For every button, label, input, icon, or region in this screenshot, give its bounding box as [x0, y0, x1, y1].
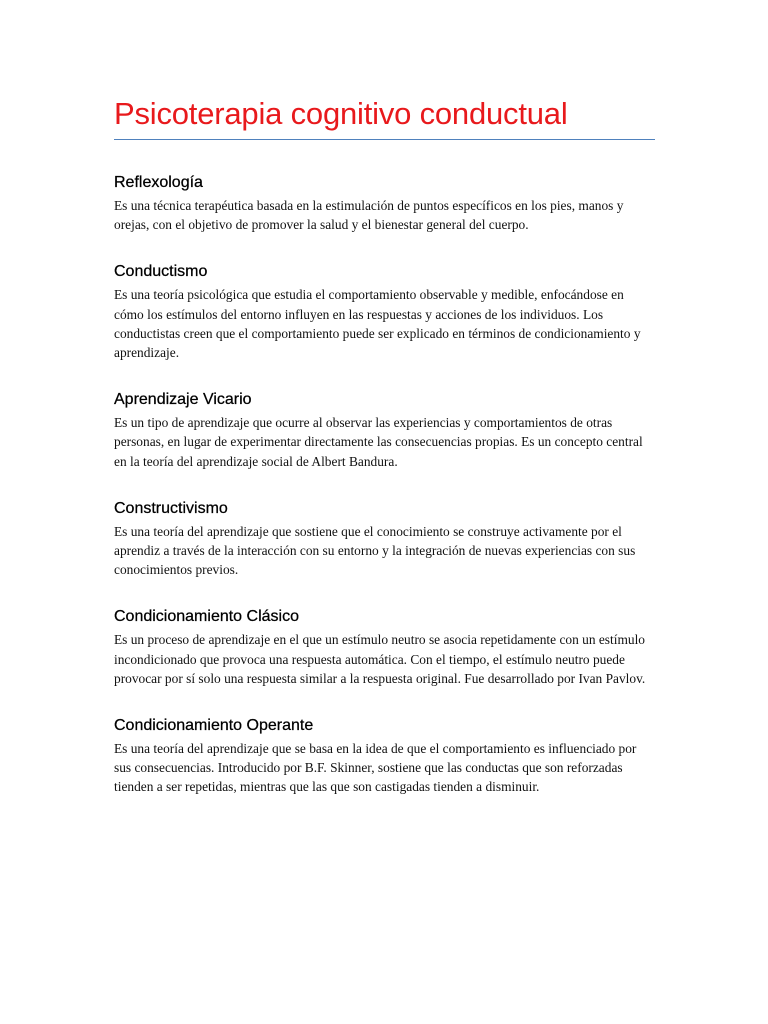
document-title: Psicoterapia cognitivo conductual	[114, 96, 568, 131]
section-body: Es un proceso de aprendizaje en el que un estímulo neutro se asocia repetidamente con un estímulo incondicionado que provoca una respuesta automática. Con el tiempo, el estímulo neutro puede provocar por sí solo una respuesta similar a la respuesta original. Fue desarrollado por Ivan Pavlov.	[114, 632, 646, 686]
section-heading: Aprendizaje Vicario	[114, 391, 252, 409]
section-body: Es una teoría del aprendizaje que se basa en la idea de que el comportamiento es influenciado por sus consecuencias. Introducido por B.F. Skinner, sostiene que las conductas que son reforzadas tienden a ser repetidas, mientras que las que son castigadas tienden a disminuir.	[114, 741, 637, 795]
section-heading: Reflexología	[114, 174, 203, 191]
section-constructivismo	[114, 499, 655, 580]
section-reflexologia	[114, 173, 655, 234]
section-body: Es una técnica terapéutica basada en la estimulación de puntos específicos en los pies, manos y orejas, con el objetivo de promover la salud y el bienestar general del cuerpo.	[114, 198, 624, 233]
section-condicionamiento-clasico	[114, 607, 655, 688]
section-heading: Conductismo	[114, 263, 208, 281]
section-body: Es una teoría del aprendizaje que sostiene que el conocimiento se construye activamente por el aprendiz a través de la interacción con su entorno y la integración de nuevas experiencias con sus conocimientos previos.	[114, 523, 636, 578]
section-conductismo	[114, 262, 655, 362]
section-heading: Condicionamiento Operante	[114, 717, 314, 735]
document-page	[114, 92, 655, 797]
section-body: Es una teoría psicológica que estudia el comportamiento observable y medible, enfocándose en cómo los estímulos del entorno influyen en las respuestas y acciones de los individuos. Los conductistas creen que el comportamiento puede ser explicado en términos de condicionamiento y aprendizaje.	[114, 287, 641, 361]
section-condicionamiento-operante	[114, 716, 655, 797]
title-underline	[114, 139, 655, 140]
section-aprendizaje-vicario	[114, 390, 655, 471]
section-heading: Condicionamiento Clásico	[114, 608, 299, 626]
section-body: Es un tipo de aprendizaje que ocurre al observar las experiencias y comportamientos de otras personas, en lugar de experimentar directamente las consecuencias propias. Es un concepto central en la teoría del aprendizaje social de Albert Bandura.	[114, 415, 643, 469]
section-heading: Constructivismo	[114, 499, 228, 517]
